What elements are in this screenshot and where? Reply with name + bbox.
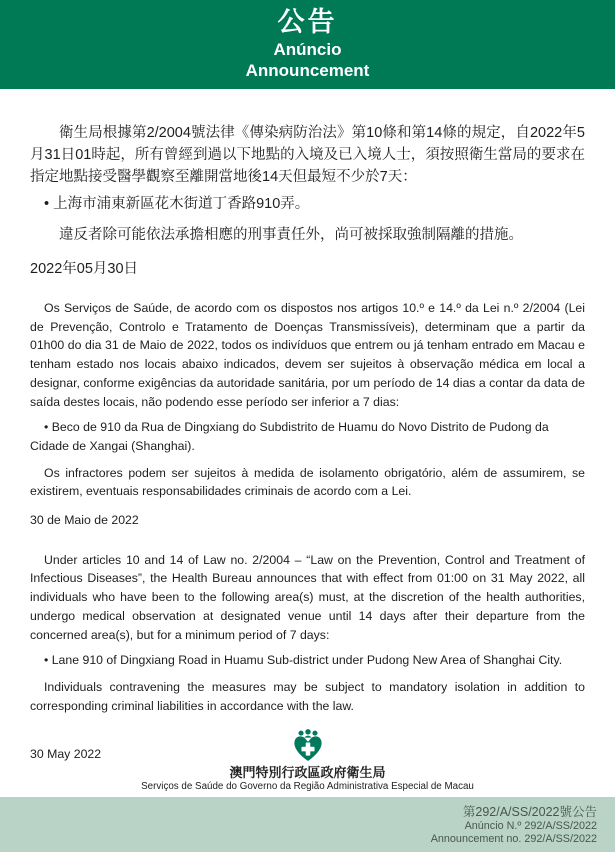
zh-paragraph-law: 衛生局根據第2/2004號法律《傳染病防治法》第10條和第14條的規定，自2022年5月31日01時起，所有曾經到過以下地點的入境及已入境人士，須按照衛生當局的要求在指定地點接受醫學觀察至離開當地後14天但最短不少於7天： xyxy=(30,125,585,185)
en-date: 30 May 2022 xyxy=(30,747,102,762)
pt-paragraph-violation: Os infractores podem ser sujeitos à medida de isolamento obrigatório, além de assumirem, se existirem, eventuais responsabilidades criminais de acordo com a Lei. xyxy=(30,465,585,499)
reference-number-en: Announcement no. 292/A/SS/2022 xyxy=(430,833,597,845)
announcement-footer xyxy=(0,728,615,852)
reference-number-pt: Anúncio N.º 292/A/SS/2022 xyxy=(464,820,597,832)
reference-bar xyxy=(0,797,615,852)
pt-date: 30 de Maio de 2022 xyxy=(30,513,139,528)
announcement-banner xyxy=(0,0,615,89)
zh-date: 2022年05月30日 xyxy=(30,261,139,277)
health-bureau-logo xyxy=(0,728,615,762)
zh-bullet-location: • 上海市浦東新區花木街道丁香路910弄。 xyxy=(44,196,310,212)
en-paragraph-violation: Individuals contravening the measures may be subject to mandatory isolation in addition to corresponding criminal liabilities in accordance with the law. xyxy=(30,679,585,713)
org-name-pt: Serviços de Saúde do Governo da Região Administrativa Especial de Macau xyxy=(141,781,474,792)
pt-paragraph-law: Os Serviços de Saúde, de acordo com os dispostos nos artigos 10.º e 14.º da Lei n.º 2/2004 (Lei de Prevenção, Controlo e Tratamento de Doenças Transmissíveis), determinam que a partir da 01h00 do dia 31 de Maio de 2022, todos os indivíduos que entrem ou já tenham entrado em Macau e tenham estado nos locais abaixo indicados, devem ser sujeitos à observação médica em local a designar, conforme exigências da autoridade sanitária, por um período de 14 dias a contar da data de saída destes locais, não podendo esse período ser inferior a 7 dias: xyxy=(30,301,585,409)
zh-paragraph-violation: 違反者除可能依法承擔相應的刑事責任外，尚可被採取強制隔離的措施。 xyxy=(59,227,523,243)
reference-number-zh: 第292/A/SS/2022號公告 xyxy=(462,805,597,819)
heart-cross-people-icon xyxy=(290,728,326,762)
announcement-body xyxy=(0,122,615,764)
org-name-zh: 澳門特別行政區政府衛生局 xyxy=(229,765,386,780)
en-paragraph-law: Under articles 10 and 14 of Law no. 2/2004 – “Law on the Prevention, Control and Treatment of Infectious Diseases”, the Health Bureau announces that with effect from 01:00 on 31 May 2022, all individuals who have been to the following area(s) must, at the discretion of the health authorities, undergo medical observation at designated venue until 14 days after their departure from the concerned area(s), but for a minimum period of 7 days: xyxy=(30,552,585,642)
banner-title-en: Announcement xyxy=(245,61,370,80)
banner-title-pt: Anúncio xyxy=(273,40,342,59)
banner-title-zh: 公告 xyxy=(277,7,338,37)
pt-bullet-location: • Beco de 910 da Rua de Dingxiang do Subdistrito de Huamu do Novo Distrito de Pudong da Cidade de Xangai (Shanghai). xyxy=(30,420,549,453)
en-bullet-location: • Lane 910 of Dingxiang Road in Huamu Sub-district under Pudong New Area of Shanghai City. xyxy=(44,653,563,668)
